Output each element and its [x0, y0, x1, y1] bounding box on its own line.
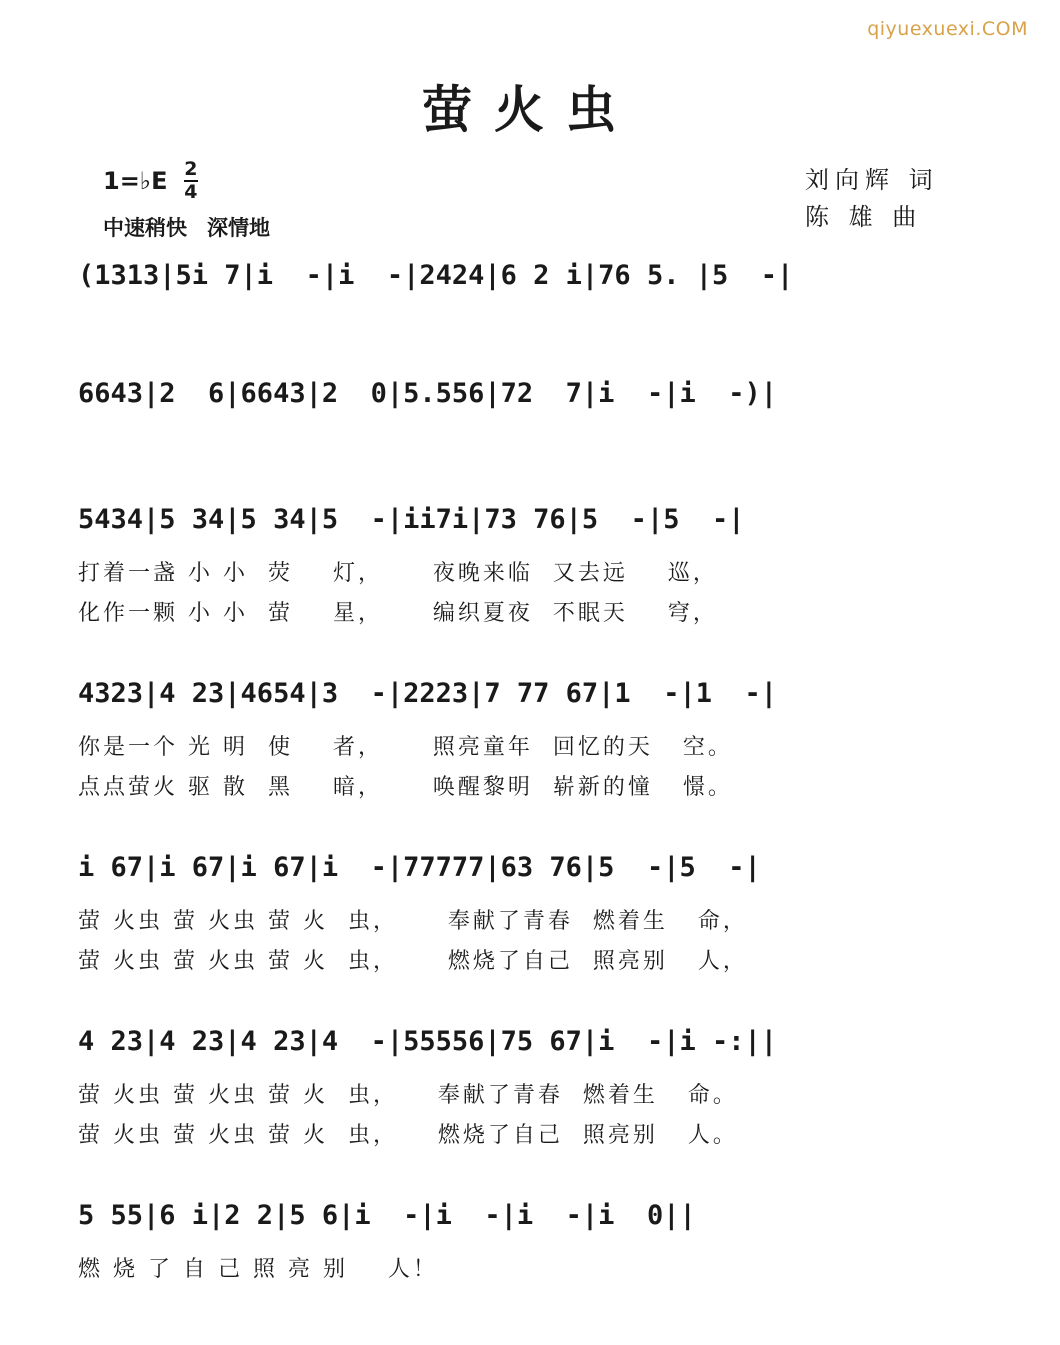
staff-line-4: 4323|4 23|4654|3 -|2223|7 77 67|1 -|1 -| — [78, 678, 777, 709]
tempo-marking — [103, 212, 290, 242]
site-watermark: qiyuexuexi.COM — [867, 18, 1028, 40]
composer-credit: 陈 雄 曲 — [805, 203, 923, 231]
staff-line-5: i 67|i 67|i 67|i -|77777|63 76|5 -|5 -| — [78, 852, 761, 883]
song-title: 萤火虫 — [422, 80, 638, 139]
lyric-6b: 萤 火虫 萤 火虫 萤 火 虫， 燃烧了自己 照亮别 人。 — [78, 1123, 738, 1148]
lyric-5a: 萤 火虫 萤 火虫 萤 火 虫， 奉献了青春 燃着生 命， — [78, 909, 748, 934]
key-signature — [103, 160, 198, 202]
lyric-7: 燃 烧 了 自 己 照 亮 别 人！ — [78, 1257, 438, 1282]
tempo-speed: 中速稍快 — [103, 216, 187, 240]
time-top: 2 — [184, 158, 198, 180]
staff-line-1: (1313|5i 7|i -|i -|2424|6 2 i|76 5. |5 -| — [78, 260, 794, 291]
staff-line-3: 5434|5 34|5 34|5 -|ii7i|73 76|5 -|5 -| — [78, 504, 745, 535]
staff-line-7: 5 55|6 i|2 2|5 6|i -|i -|i -|i 0|| — [78, 1200, 696, 1231]
key-label: 1=♭E — [103, 167, 168, 195]
lyricist-credit: 刘向辉 词 — [805, 166, 939, 194]
lyric-4b: 点点萤火 驱 散 黑 暗， 唤醒黎明 崭新的憧 憬。 — [78, 775, 733, 800]
lyric-5b: 萤 火虫 萤 火虫 萤 火 虫， 燃烧了自己 照亮别 人， — [78, 949, 748, 974]
lyric-4a: 你是一个 光 明 使 者， 照亮童年 回忆的天 空。 — [78, 735, 733, 760]
time-signature — [184, 160, 198, 202]
staff-line-2: 6643|2 6|6643|2 0|5.556|72 7|i -|i -)| — [78, 378, 777, 409]
time-bottom: 4 — [184, 181, 198, 203]
staff-line-6: 4 23|4 23|4 23|4 -|55556|75 67|i -|i -:|| — [78, 1026, 777, 1057]
lyric-3a: 打着一盏 小 小 荧 灯， 夜晚来临 又去远 巡， — [78, 561, 718, 586]
lyric-6a: 萤 火虫 萤 火虫 萤 火 虫， 奉献了青春 燃着生 命。 — [78, 1083, 738, 1108]
tempo-expression: 深情地 — [207, 216, 270, 240]
lyric-3b: 化作一颗 小 小 萤 星， 编织夏夜 不眠天 穹， — [78, 601, 718, 626]
